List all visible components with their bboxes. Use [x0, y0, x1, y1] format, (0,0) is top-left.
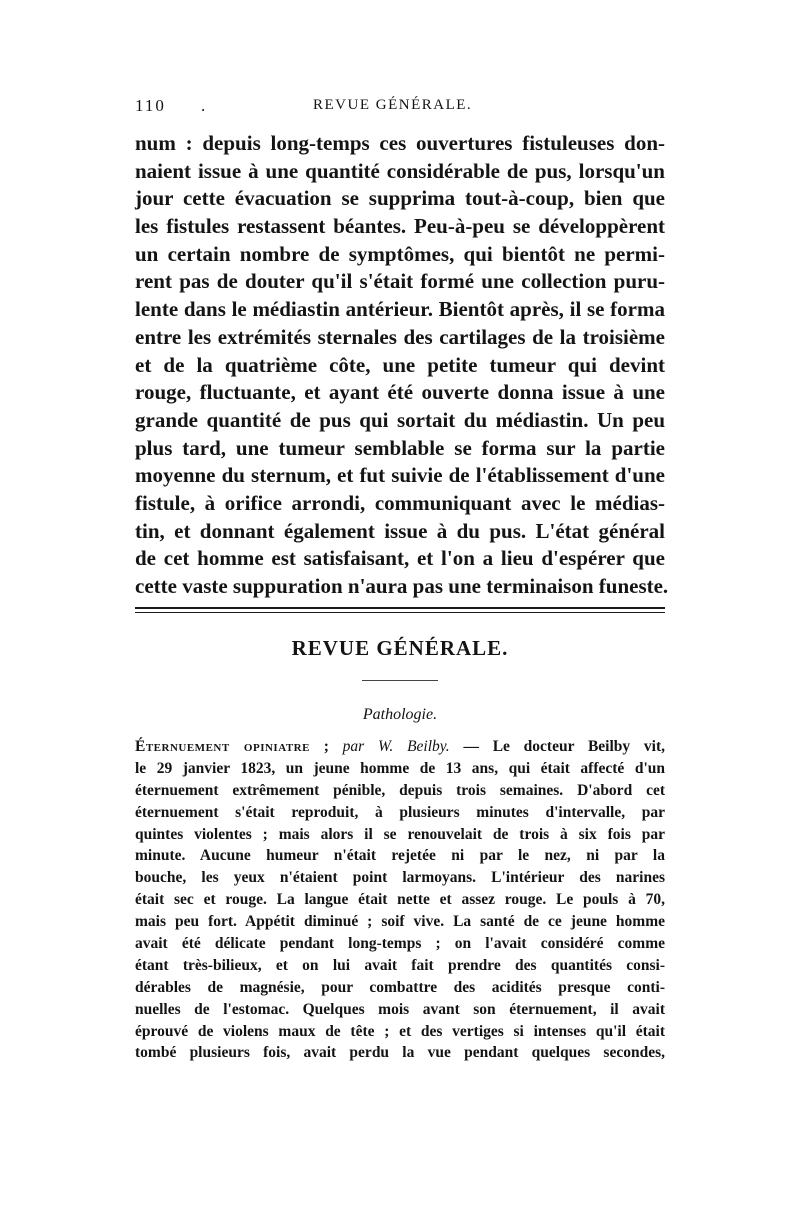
text-line: num : depuis long-temps ces ouvertures fistuleuses don- [135, 131, 665, 155]
article-line: éprouvé de violens maux de tête ; et des vertiges si intenses qu'il était [135, 1022, 665, 1040]
running-title: REVUE GÉNÉRALE. [313, 97, 473, 113]
text-line: lente dans le médiastin antérieur. Bientôt après, il se forma [135, 297, 665, 322]
article-first-line [135, 736, 665, 758]
article-beilby [135, 736, 665, 1064]
article-line: était sec et rouge. La langue était nette et assez rouge. Le pouls à 70, [135, 891, 665, 909]
article-line: éternuement s'était reproduit, à plusieurs minutes d'intervalle, par [135, 803, 665, 821]
article-title-separator: ; [309, 738, 343, 755]
text-line: fistule, à orifice arrondi, communiquant avec le médias- [135, 490, 665, 515]
article-line: minute. Aucune humeur n'était rejetée ni par le nez, ni par la [135, 847, 665, 865]
article-first-line-rest: — Le docteur Beilby vit, [449, 738, 665, 755]
running-head [135, 96, 665, 120]
page-number: 110 [135, 96, 166, 115]
text-line: rouge, fluctuante, et ayant été ouverte donna issue à une [135, 380, 665, 405]
text-line: de cet homme est satisfaisant, et l'on a lieu d'espérer que [135, 546, 665, 571]
article-line: avait été délicate pendant long-temps ; on l'avait considéré comme [135, 935, 665, 953]
text-line: rent pas de douter qu'il s'était formé une collection puru- [135, 269, 665, 294]
text-line: et de la quatrième côte, une petite tumeur qui devint [135, 352, 665, 377]
continued-paragraph [135, 130, 669, 601]
section-divider-thick [135, 607, 665, 609]
text-line: naient issue à une quantité considérable de pus, lorsqu'un [135, 158, 665, 183]
text-line: cette vaste suppuration n'aura pas une terminaison funeste. [135, 574, 669, 598]
article-line: quintes violentes ; mais alors il se renouvelait de trois à six fois par [135, 825, 665, 843]
text-line: jour cette évacuation se supprima tout-à-coup, bien que [135, 186, 665, 211]
section-divider-thin [135, 612, 665, 613]
article-line: étant très-bilieux, et on lui avait fait prendre des quantités consi- [135, 956, 665, 974]
article-line: le 29 janvier 1823, un jeune homme de 13 ans, qui était affecté d'un [135, 759, 665, 777]
subsection-heading: Pathologie. [362, 706, 438, 723]
text-line: grande quantité de pus qui sortait du médiastin. Un peu [135, 407, 665, 432]
article-line: tombé plusieurs fois, avait perdu la vue pendant quelques secondes, [135, 1044, 665, 1062]
running-head-dot: . [201, 96, 206, 115]
article-author: par W. Beilby. [342, 738, 450, 755]
text-line: entre les extrémités sternales des cartilages de la troisième [135, 324, 665, 349]
article-line: éternuement extrêmement pénible, depuis trois semaines. D'abord cet [135, 781, 665, 799]
article-line: bouche, les yeux n'étaient point larmoyans. L'intérieur des narines [135, 869, 665, 887]
text-line: tin, et donnant également issue à du pus. L'état général [135, 518, 665, 543]
article-line: dérables de magnésie, pour combattre des acidités presque conti- [135, 978, 665, 996]
article-title: Éternuement opiniatre [135, 738, 310, 755]
text-line: un certain nombre de symptômes, qui bientôt ne permi- [135, 241, 665, 266]
article-line: mais peu fort. Appétit diminué ; soif vive. La santé de ce jeune homme [135, 913, 665, 931]
section-heading: REVUE GÉNÉRALE. [291, 636, 509, 660]
text-line: plus tard, une tumeur semblable se forma sur la partie [135, 435, 665, 460]
article-line: nuelles de l'estomac. Quelques mois avant son éternuement, il avait [135, 1000, 665, 1018]
text-line: les fistules restassent béantes. Peu-à-peu se développèrent [135, 214, 665, 239]
heading-underline [362, 680, 438, 681]
text-line: moyenne du sternum, et fut suivie de l'établissement d'une [135, 463, 665, 488]
